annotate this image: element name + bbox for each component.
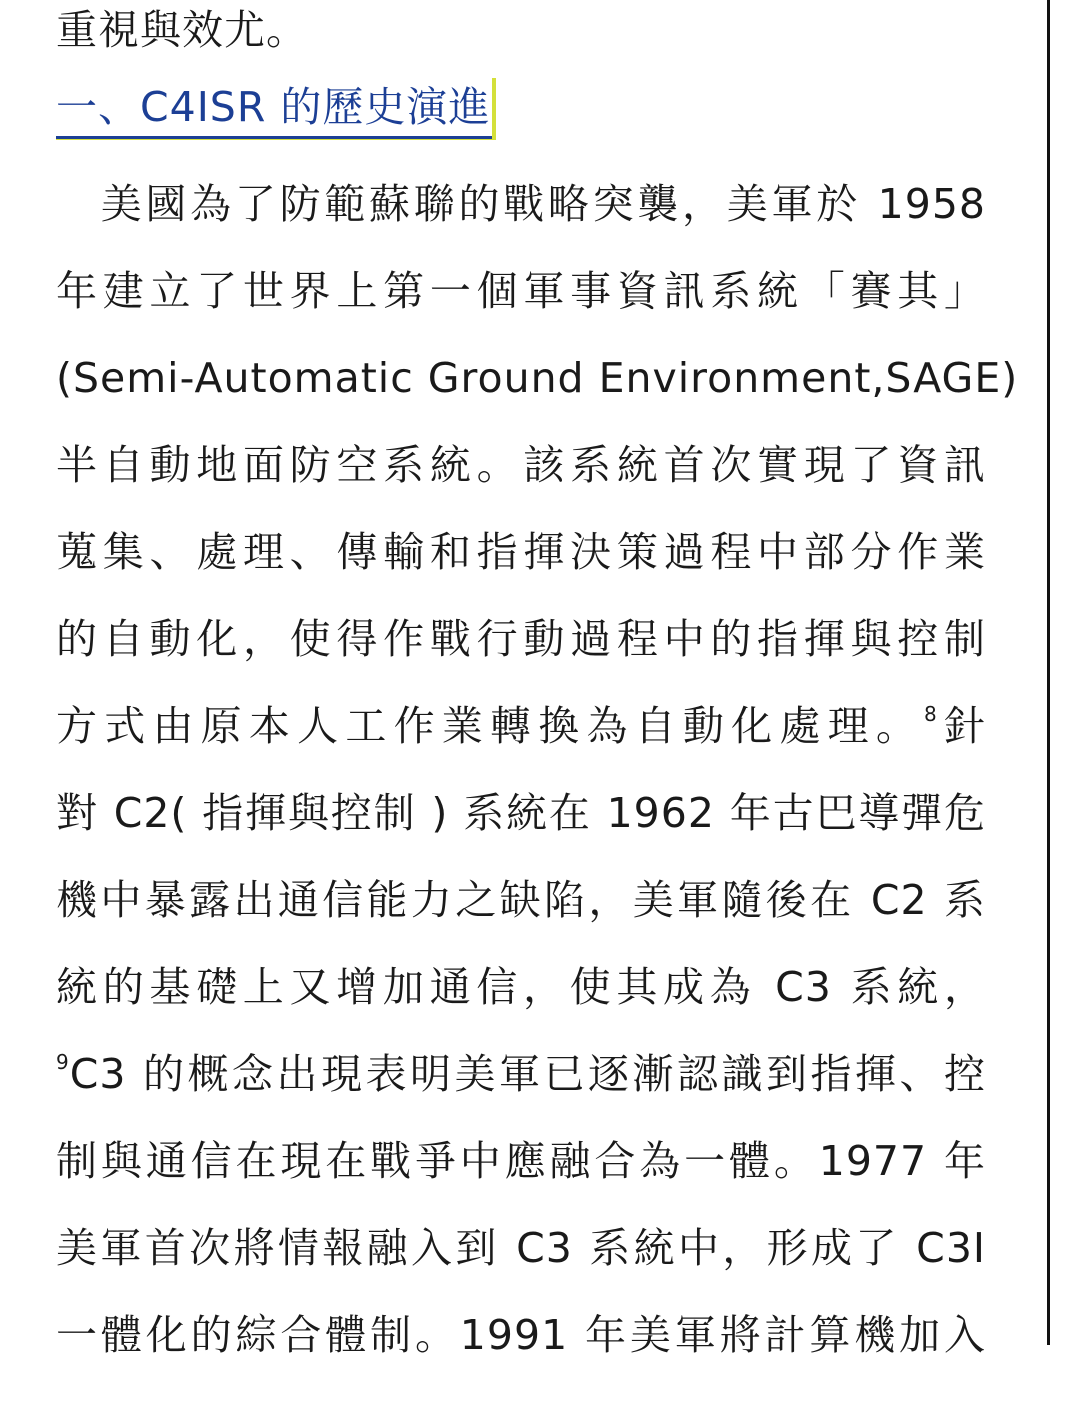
line-text: 制與通信在現在戰爭中應融合為一體。1977 年 (56, 1137, 986, 1185)
paragraph-line (56, 700, 986, 752)
line-text: 美軍首次將情報融入到 C3 系統中，形成了 C3I (56, 1224, 986, 1272)
section-heading: 一、C4ISR 的歷史演進 (56, 78, 492, 139)
paragraph-line (56, 1222, 986, 1274)
line-text: 針 (937, 702, 987, 750)
line-text: 機中暴露出通信能力之缺陷，美軍隨後在 C2 系 (56, 876, 986, 924)
paragraph-line (56, 439, 986, 491)
paragraph-line (56, 787, 986, 839)
paragraph-line (56, 1309, 986, 1361)
paragraph-line (56, 613, 986, 665)
line-text: 一體化的綜合體制。1991 年美軍將計算機加入 (56, 1311, 986, 1359)
paragraph-line (56, 526, 986, 578)
paragraph-line (56, 961, 986, 1013)
paragraph-line (56, 265, 986, 317)
line-text: (Semi-Automatic Ground Environment,SAGE) (56, 354, 1019, 402)
line-text: C3 的概念出現表明美軍已逐漸認識到指揮、控 (69, 1050, 986, 1098)
line-text: 美國為了防範蘇聯的戰略突襲，美軍於 1958 (56, 180, 986, 228)
line-text: 統的基礎上又增加通信，使其成為 C3 系統， (56, 963, 986, 1011)
line-text: 年建立了世界上第一個軍事資訊系統「賽其」 (56, 267, 986, 315)
page-edge-rule (1047, 0, 1050, 1345)
paragraph-line (56, 1048, 986, 1100)
line-text: 對 C2( 指揮與控制 ) 系統在 1962 年古巴導彈危 (56, 789, 986, 837)
line-text: 的自動化，使得作戰行動過程中的指揮與控制 (56, 615, 986, 663)
footnote-marker[interactable]: 9 (56, 1050, 70, 1075)
paragraph-line (56, 874, 986, 926)
paragraph-line (56, 1135, 986, 1187)
paragraph-line (56, 352, 1019, 404)
line-text: 蒐集、處理、傳輸和指揮決策過程中部分作業 (56, 528, 986, 576)
footnote-marker[interactable]: 8 (924, 702, 938, 727)
line-text: 方式由原本人工作業轉換為自動化處理。 (56, 702, 925, 750)
line-text: 半自動地面防空系統。該系統首次實現了資訊 (56, 441, 986, 489)
paragraph-line (56, 178, 986, 230)
section-heading-highlight (56, 78, 496, 140)
previous-paragraph-ending: 重視與效尤。 (56, 6, 308, 54)
